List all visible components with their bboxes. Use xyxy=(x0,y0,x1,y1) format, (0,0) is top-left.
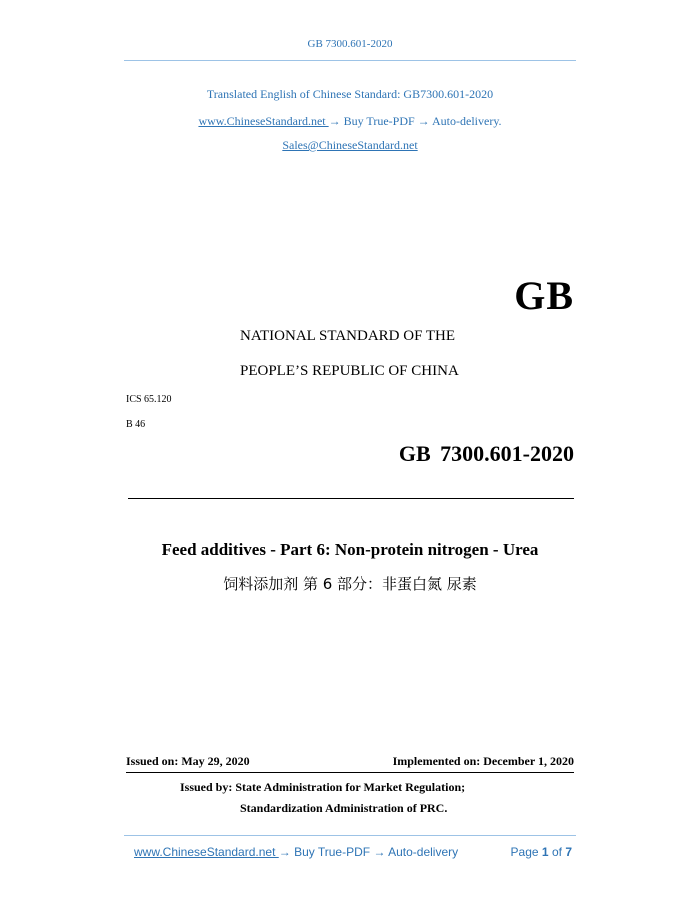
issued-date: Issued on: May 29, 2020 xyxy=(126,754,250,768)
running-header: GB 7300.601-2020 xyxy=(307,38,393,50)
page-of: of xyxy=(551,845,562,859)
promo-website-line xyxy=(0,114,700,129)
page-label: Page xyxy=(510,845,539,859)
issued-by-line1: Issued by: State Administration for Market Regulation; xyxy=(180,780,466,794)
standard-number-divider xyxy=(128,498,574,499)
national-standard-line1: NATIONAL STANDARD OF THE xyxy=(240,328,456,344)
footer-website-link[interactable]: www.ChineseStandard.net xyxy=(134,845,279,859)
implemented-date: Implemented on: December 1, 2020 xyxy=(392,754,574,768)
national-standard-line2: PEOPLE’S REPUBLIC OF CHINA xyxy=(240,363,459,379)
gb-mark: GB xyxy=(514,273,574,318)
translation-notice: Translated English of Chinese Standard: GB7300.601-2020 xyxy=(206,87,494,101)
promo-email-line xyxy=(0,138,700,153)
title-english: Feed additives - Part 6: Non-protein nitrogen - Urea xyxy=(161,540,539,559)
standard-number: GB 7300.601-2020 xyxy=(398,441,574,466)
dates-divider xyxy=(126,772,574,773)
footer-buy-text: → Buy True-PDF → Auto-delivery xyxy=(278,845,459,859)
website-link[interactable]: www.ChineseStandard.net xyxy=(198,114,329,128)
page-total: 7 xyxy=(565,845,572,859)
page-current: 1 xyxy=(541,845,549,859)
ccs-code: B 46 xyxy=(126,419,146,430)
title-chinese: 饲料添加剂 第 6 部分：非蛋白氮 尿素 xyxy=(223,575,477,593)
footer-promo xyxy=(134,845,458,859)
page-indicator xyxy=(511,845,572,859)
header-divider xyxy=(124,60,576,61)
buy-pdf-text: → Buy True-PDF → Auto-delivery. xyxy=(328,114,502,128)
ics-code: ICS 65.120 xyxy=(126,394,172,405)
issued-by-line2: Standardization Administration of PRC. xyxy=(240,801,448,815)
email-link[interactable]: Sales@ChineseStandard.net xyxy=(282,138,418,152)
footer-divider xyxy=(124,835,576,836)
